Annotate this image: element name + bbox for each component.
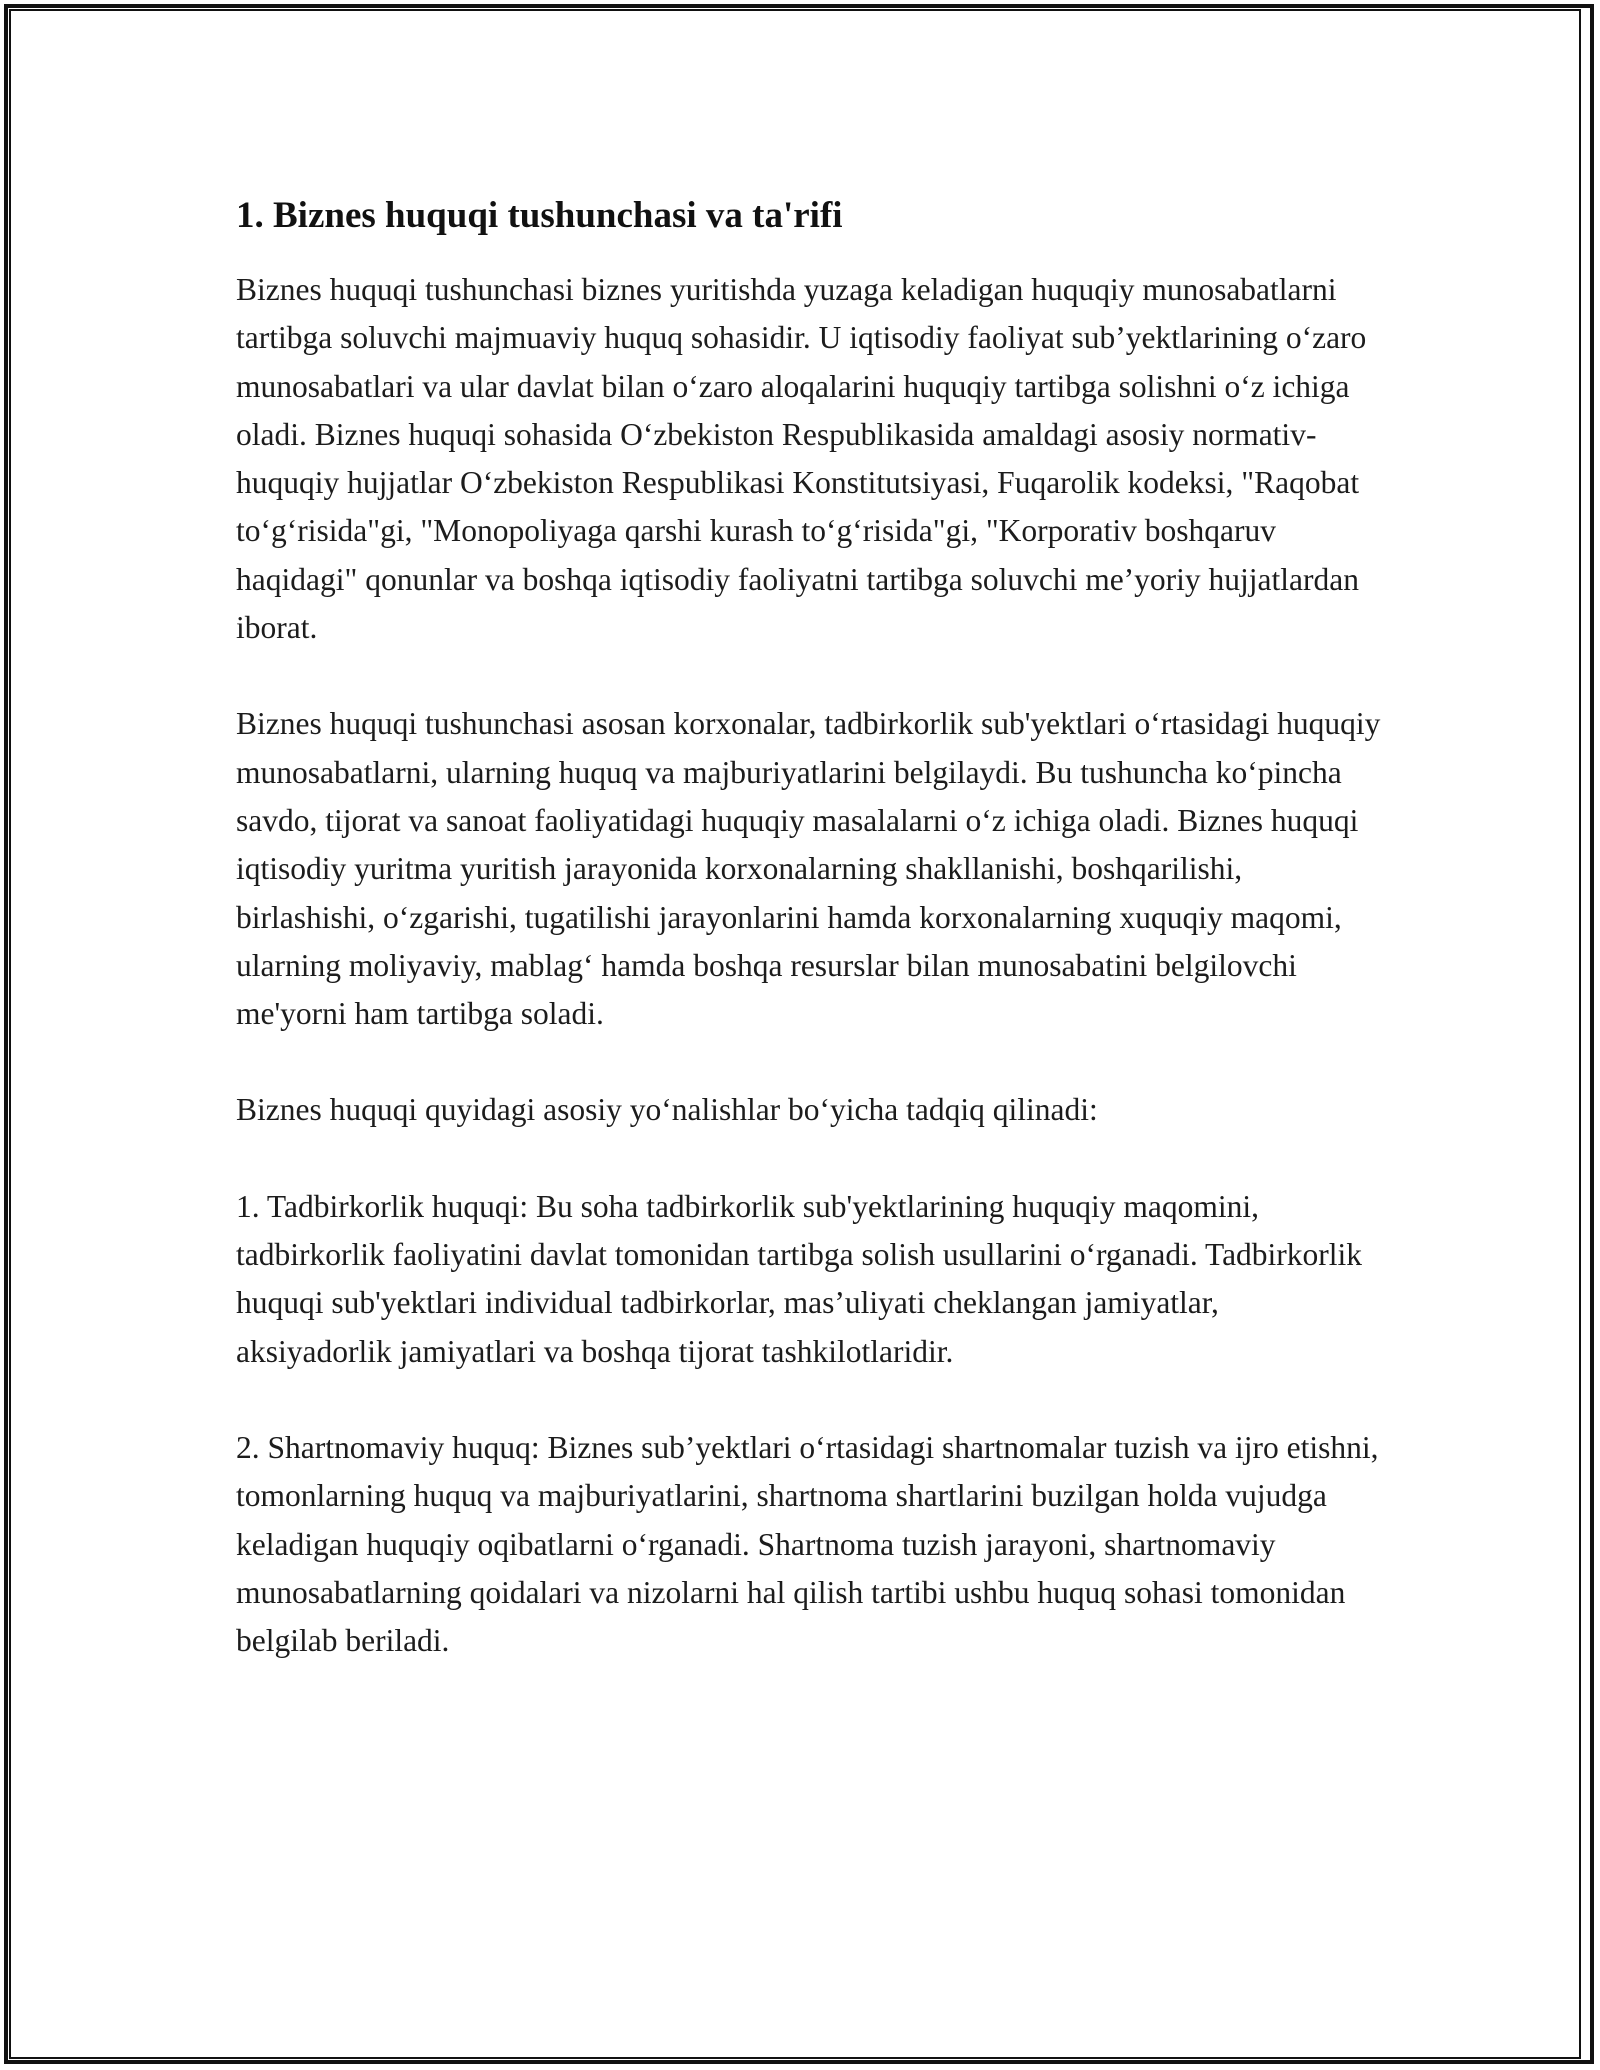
paragraph-directions-intro: Biznes huquqi quyidagi asosiy yo‘nalishlar bo‘yicha tadqiq qilinadi: <box>236 1092 1098 1128</box>
document-body <box>236 186 1381 1665</box>
list-item-entrepreneurship-law: 1. Tadbirkorlik huquqi: Bu soha tadbirkorlik sub'yektlarining huquqiy maqomini, tadbirkorlik faoliyatini davlat tomonidan tartibga solish usullarini o‘rganadi. Tadbirkorlik huquqi sub'yektlari individual tadbirkorlar, mas’uliyati cheklangan jamiyatlar, aksiyadorlik jamiyatlari va boshqa tijorat tashkilotlaridir. <box>236 1188 1363 1369</box>
list-item-contract-law: 2. Shartnomaviy huquq: Biznes sub’yektlari o‘rtasidagi shartnomalar tuzish va ijro etishni, tomonlarning huquq va majburiyatlarini, shartnoma shartlarini buzilgan holda vujudga keladigan huquqiy oqibatlarni o‘rganadi. Shartnoma tuzish jarayoni, shartnomaviy munosabatlarning qoidalari va nizolarni hal qilish tartibi ushbu huquq sohasi tomonidan belgilab beriladi. <box>236 1429 1379 1659</box>
paragraph-definition: Biznes huquqi tushunchasi biznes yuritishda yuzaga keladigan huquqiy munosabatlarni tartibga soluvchi majmuaviy huquq sohasidir. U iqtisodiy faoliyat sub’yektlarining o‘zaro munosabatlari va ular davlat bilan o‘zaro aloqalarini huquqiy tartibga solishni o‘z ichiga oladi. Biznes huquqi sohasida O‘zbekiston Respublikasida amaldagi asosiy normativ-huquqiy hujjatlar O‘zbekiston Respublikasi Konstitutsiyasi, Fuqarolik kodeksi, "Raqobat to‘g‘risida"gi, "Monopoliyaga qarshi kurash to‘g‘risida"gi, "Korporativ boshqaruv haqidagi" qonunlar va boshqa iqtisodiy faoliyatni tartibga soluvchi me’yoriy hujjatlardan iborat. <box>236 272 1367 646</box>
paragraph-scope: Biznes huquqi tushunchasi asosan korxonalar, tadbirkorlik sub'yektlari o‘rtasidagi huquqiy munosabatlarni, ularning huquq va majburiyatlarini belgilaydi. Bu tushuncha ko‘pincha savdo, tijorat va sanoat faoliyatidagi huquqiy masalalarni o‘z ichiga oladi. Biznes huquqi iqtisodiy yuritma yuritish jarayonida korxonalarning shakllanishi, boshqarilishi, birlashishi, o‘zgarishi, tugatilishi jarayonlarini hamda korxonalarning xuquqiy maqomi, ularning moliyaviy, mablag‘ hamda boshqa resurslar bilan munosabatini belgilovchi me'yorni ham tartibga soladi. <box>236 706 1381 1032</box>
document-title: 1. Biznes huquqi tushunchasi va ta'rifi <box>236 195 843 236</box>
